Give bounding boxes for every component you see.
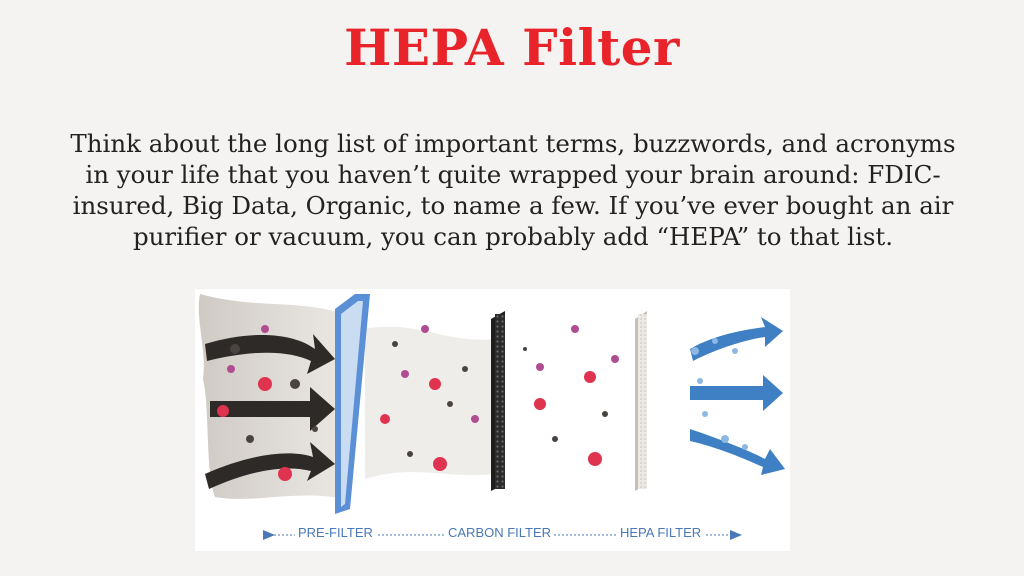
filter-illustration: [195, 289, 790, 551]
pre-filter-panel: [335, 294, 370, 514]
stage-label-hepa-filter: HEPA FILTER: [617, 525, 704, 540]
paragraph-line: insured, Big Data, Organic, to name a few. If you’ve ever bought an air: [72, 191, 954, 220]
paragraph-line: purifier or vacuum, you can probably add “HEPA” to that list.: [132, 222, 894, 251]
page-title: HEPA Filter: [344, 18, 680, 77]
hepa-filter-diagram: [195, 289, 790, 551]
arrow-right-icon: [730, 530, 742, 540]
intro-paragraph: [8, 128, 1018, 252]
stage-label-pre-filter: PRE-FILTER: [295, 525, 376, 540]
clean-air-arrow-icon: [690, 317, 785, 475]
stage-label-carbon-filter: CARBON FILTER: [445, 525, 554, 540]
arrow-right-icon: [263, 530, 275, 540]
paragraph-line: in your life that you haven’t quite wrapped your brain around: FDIC-: [85, 160, 941, 189]
carbon-filter-panel: [491, 311, 505, 491]
paragraph-line: Think about the long list of important terms, buzzwords, and acronyms: [70, 129, 956, 158]
filtered-air-cloud: [365, 327, 495, 479]
hepa-filter-panel: [635, 311, 647, 491]
